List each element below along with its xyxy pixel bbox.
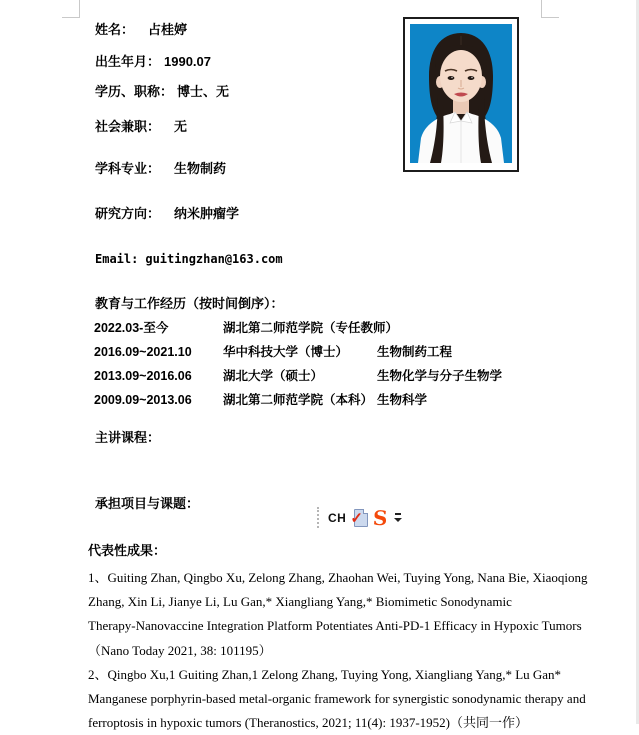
- notepad-check-icon[interactable]: [352, 509, 367, 527]
- field-label: 学历、职称：: [95, 84, 174, 99]
- edu-period: 2016.09~2021.10: [94, 345, 192, 359]
- edu-institution: 湖北大学（硕士）: [223, 369, 324, 383]
- publication-line: Manganese porphyrin-based metal-organic framework for synergistic sonodynamic therapy and: [88, 690, 586, 706]
- edu-institution: 华中科技大学（博士）: [223, 345, 349, 359]
- id-photo: [403, 17, 519, 172]
- field-label: Email:: [95, 252, 139, 266]
- field-label: 出生年月：: [95, 54, 161, 69]
- collapse-bar: [395, 513, 401, 515]
- field-value: 博士、无: [177, 84, 230, 99]
- red-check-mark: ✓: [350, 509, 363, 527]
- edu-major: 生物制药工程: [377, 345, 453, 359]
- edu-institution: 湖北第二师范学院（本科）: [223, 393, 374, 407]
- profile-field-email: [95, 251, 283, 267]
- field-value: 纳米肿瘤学: [174, 206, 240, 221]
- education-heading: 教育与工作经历（按时间倒序）：: [95, 296, 284, 311]
- projects-heading: 承担项目与课题：: [95, 496, 200, 511]
- field-label: 姓名：: [95, 22, 135, 37]
- margin-crop-mark-top-left: [62, 0, 80, 18]
- publication-line: 1、Guiting Zhan, Qingbo Xu, Zelong Zhang, Zhaohan Wei, Tuying Yong, Nana Bie, Xiaoqiong: [88, 570, 588, 585]
- publication-line: Zhang, Xin Li, Jianye Li, Lu Gan,* Xiangliang Yang,* Biomimetic Sonodynamic: [88, 594, 512, 610]
- ime-drag-handle[interactable]: [317, 507, 322, 528]
- updown-arrows-icon[interactable]: [394, 513, 403, 522]
- field-label: 学科专业：: [95, 161, 161, 176]
- achievements-heading: 代表性成果：: [88, 543, 167, 558]
- profile-field-name: [95, 22, 187, 38]
- edu-major: 生物科学: [377, 393, 428, 407]
- field-value: 占桂婷: [148, 22, 188, 37]
- ime-language-bar[interactable]: [313, 503, 406, 532]
- profile-field-social: [95, 119, 187, 135]
- profile-field-major: [95, 161, 226, 177]
- courses-heading: 主讲课程：: [95, 430, 161, 445]
- publication-line: （Nano Today 2021, 38: 101195）: [88, 642, 272, 658]
- field-value: 生物制药: [174, 161, 227, 176]
- publication-list: [88, 566, 588, 735]
- edu-institution: 湖北第二师范学院（专任教师）: [223, 321, 399, 335]
- field-label: 社会兼职：: [95, 119, 161, 134]
- edu-period: 2022.03-至今: [94, 321, 169, 335]
- field-value: 1990.07: [164, 54, 212, 69]
- field-value: guitingzhan@163.com: [145, 252, 283, 266]
- id-photo-image: [410, 24, 512, 163]
- chevron-down-icon: [394, 518, 402, 522]
- sogou-s-icon[interactable]: S: [372, 505, 389, 530]
- ime-language-button[interactable]: CH: [328, 510, 347, 525]
- profile-field-research: [95, 206, 239, 222]
- publication-line: Therapy-Nanovaccine Integration Platform Potentiates Anti-PD-1 Efficacy in Hypoxic Tumors: [88, 618, 582, 634]
- field-label: 研究方向：: [95, 206, 161, 221]
- edu-major: 生物化学与分子生物学: [377, 369, 503, 383]
- publication-line: ferroptosis in hypoxic tumors (Theranostics, 2021; 11(4): 1937-1952)（共同一作）: [88, 715, 529, 731]
- profile-field-degree: [95, 84, 229, 100]
- profile-field-birth: [95, 54, 211, 70]
- edu-period: 2013.09~2016.06: [94, 369, 192, 383]
- margin-crop-mark-top-right: [541, 0, 559, 18]
- field-value: 无: [174, 119, 188, 134]
- edu-period: 2009.09~2013.06: [94, 393, 192, 407]
- publication-line: 2、Qingbo Xu,1 Guiting Zhan,1 Zelong Zhang, Tuying Yong, Xiangliang Yang,* Lu Gan*: [88, 666, 562, 682]
